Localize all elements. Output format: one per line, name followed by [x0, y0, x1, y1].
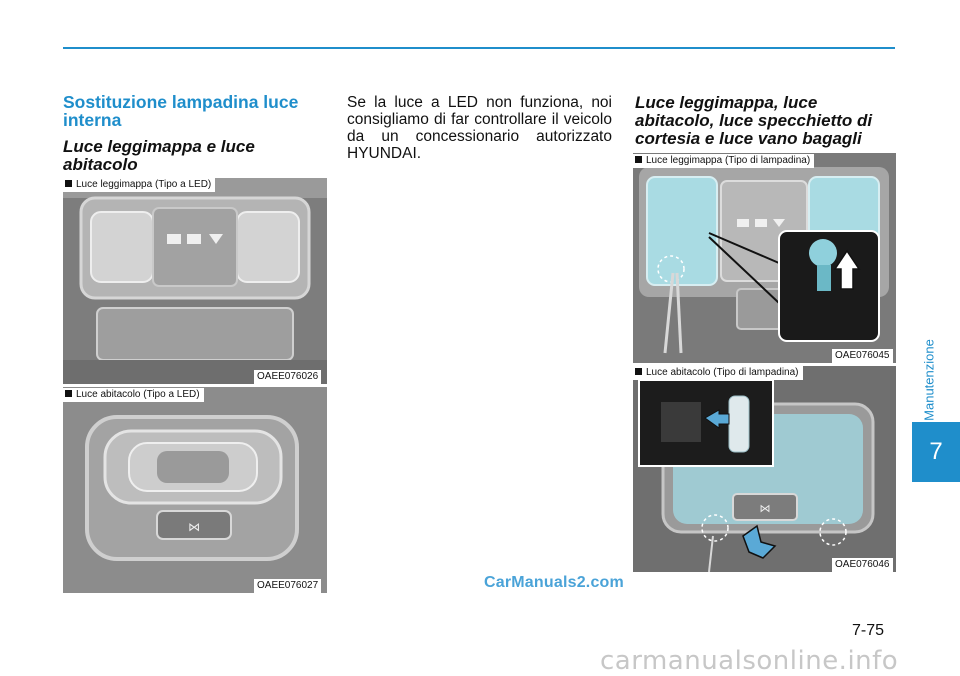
map-lamp-bulb-illustration [633, 153, 896, 363]
body-paragraph: Se la luce a LED non funziona, noi consigliamo di far controllare il veicolo da un concessionario autorizzato HYUNDAI. [347, 94, 612, 162]
figure-caption-room-lamp-led [63, 388, 204, 402]
figure-code-map-lamp-bulb: OAE076045 [832, 349, 893, 363]
square-bullet-icon [635, 156, 642, 163]
square-bullet-icon [635, 368, 642, 375]
top-rule [63, 47, 895, 49]
section-title: Sostituzione lampadina luce interna [63, 92, 299, 130]
figure-room-lamp-led [63, 387, 327, 593]
right-section-title: Luce leggimappa, luce abitacolo, luce specchietto di cortesia e luce vano bagagli [635, 93, 873, 148]
figure-code-room-lamp-led: OAEE076027 [254, 579, 321, 593]
figure-map-lamp-led [63, 178, 327, 384]
room-lamp-bulb-illustration [633, 366, 896, 572]
figure-caption-map-lamp-bulb [633, 154, 814, 168]
sidebar-chapter-label [919, 330, 939, 430]
figure-room-lamp-bulb [633, 366, 896, 572]
svg-text:⋈: ⋈ [759, 502, 771, 515]
caption-text: Luce abitacolo (Tipo di lampadina) [646, 367, 799, 378]
footer-watermark: carmanualsonline.info [600, 646, 899, 676]
svg-text:⋈: ⋈ [188, 520, 200, 534]
square-bullet-icon [65, 390, 72, 397]
chapter-tab: 7 [912, 422, 960, 482]
figure-map-lamp-bulb [633, 153, 896, 363]
figure-code-room-lamp-bulb: OAE076046 [832, 558, 893, 572]
figure-caption-room-lamp-bulb [633, 366, 803, 380]
page-number: 7-75 [852, 622, 885, 639]
square-bullet-icon [65, 180, 72, 187]
caption-text: Luce abitacolo (Tipo a LED) [76, 389, 200, 400]
caption-text: Luce leggimappa (Tipo di lampadina) [646, 155, 811, 166]
map-lamp-led-illustration [63, 178, 327, 384]
figure-code-map-lamp-led: OAEE076026 [254, 370, 321, 384]
room-lamp-led-illustration [63, 387, 327, 593]
section-subtitle: Luce leggimappa e luce abitacolo [63, 137, 255, 174]
watermark-link[interactable]: CarManuals2.com [484, 574, 624, 591]
figure-caption-map-lamp-led [63, 178, 215, 192]
sidebar-label-text: Manutenzione [921, 339, 937, 421]
caption-text: Luce leggimappa (Tipo a LED) [76, 179, 212, 190]
